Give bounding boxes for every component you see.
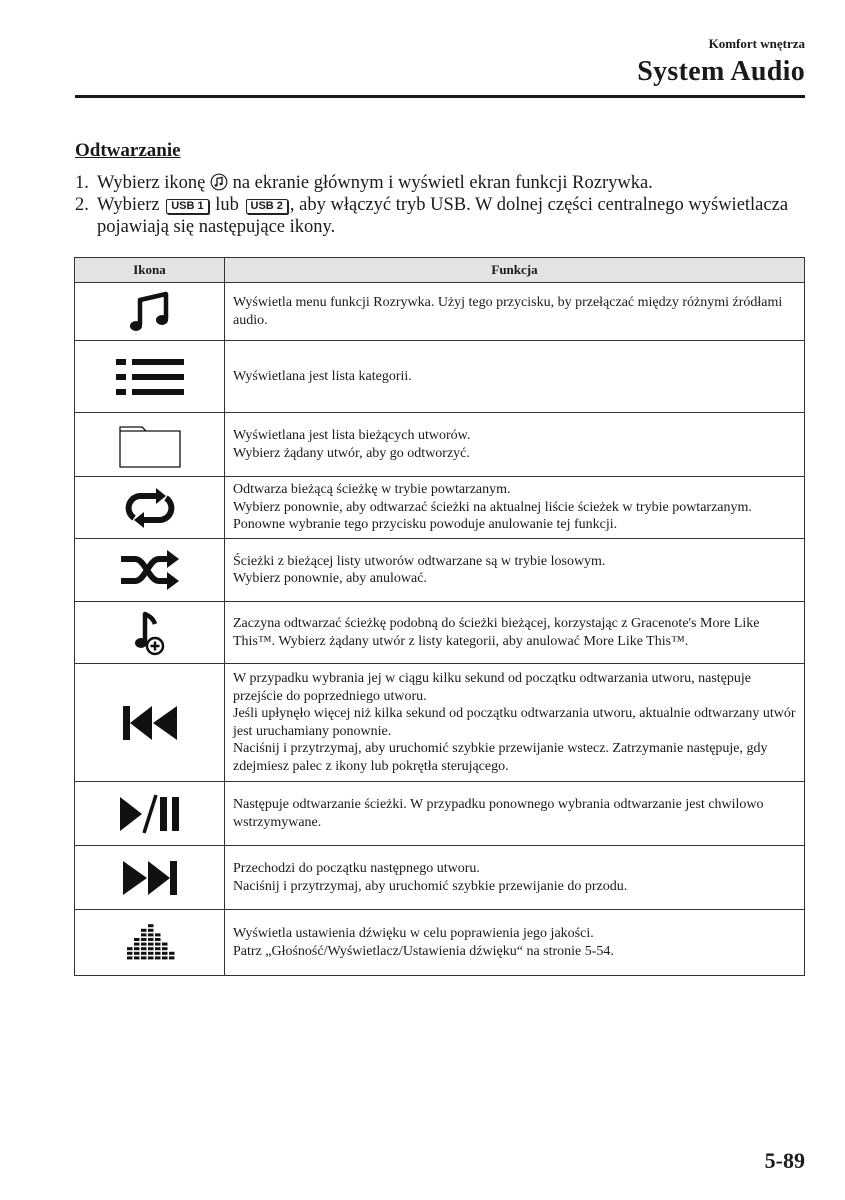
repeat-icon [75,488,224,528]
function-text: Wybierz ponownie, aby anulować. [233,571,427,586]
table-row [75,341,805,413]
table-row [75,413,805,477]
table-row [75,477,805,539]
step-text: lub [215,195,239,215]
function-text: Patrz „Głośność/Wyświetlacz/Ustawienia dźwięku“ na stronie 5-54. [233,943,614,959]
steps-list [75,172,805,238]
function-text: Zaczyna odtwarzać ścieżkę podobną do ścieżki bieżącej, korzystając z Gracenote's More Like This™. Wybierz żądany utwór z listy kategorii, aby anulować More Like This™. [233,616,760,649]
function-text: Jeśli upłynęło więcej niż kilka sekund od początku odtwarzania utworu, aktualnie odtwarzany utwór jest uruchamiany ponownie. [233,706,796,739]
step-number: 2. [75,195,89,215]
equalizer-icon [75,923,224,963]
table-row [75,602,805,664]
table-header-row [75,258,805,283]
function-text: Następuje odtwarzanie ścieżki. W przypadku ponownego wybrania odtwarzanie jest chwilowo wstrzymywane. [233,797,764,830]
step-text: , aby włączyć tryb USB. W dolnej części centralnego wyświetlacza pojawiają się następujące ikony. [97,195,789,237]
step-text: Wybierz [97,195,160,215]
function-text: Naciśnij i przytrzymaj, aby uruchomić szybkie przewijanie wstecz. Zatrzymanie następuje, gdy zdejmiesz palec z ikony lub pokrętła sterującego. [233,741,768,774]
section-label: Komfort wnętrza [708,36,805,51]
step-text: na ekranie głównym i wyświetl ekran funkcji Rozrywka. [232,173,653,193]
column-header-icon: Ikona [75,258,225,283]
function-text: Wyświetla ustawienia dźwięku w celu poprawienia jego jakości. [233,926,594,941]
function-text: Naciśnij i przytrzymaj, aby uruchomić szybkie przewijanie do przodu. [233,878,628,894]
play-pause-icon [75,793,224,835]
folder-icon [75,421,224,469]
shuffle-icon [75,549,224,591]
page-title: System Audio [637,56,805,87]
function-text: Przechodzi do początku następnego utworu. [233,861,480,876]
skip-back-icon [75,704,224,742]
step-number: 1. [75,173,89,193]
table-row [75,910,805,976]
usb1-button-icon: USB 1 [166,199,208,214]
function-text: Wyświetlana jest lista bieżących utworów. [233,428,471,443]
table-row [75,782,805,846]
step-1 [75,172,805,194]
column-header-function: Funkcja [225,258,805,283]
function-text: Ponowne wybranie tego przycisku powoduje anulowanie tej funkcji. [233,517,618,533]
function-text: Wybierz ponownie, aby odtwarzać ścieżki na aktualnej liście ścieżek w trybie powtarzanym. [233,499,752,515]
step-2 [75,194,805,238]
function-text: Odtwarza bieżącą ścieżkę w trybie powtarzanym. [233,482,511,498]
usb2-button-icon: USB 2 [246,199,288,214]
music-note-plus-icon [75,610,224,656]
function-text: Wyświetlana jest lista kategorii. [233,368,412,384]
section-heading: Odtwarzanie [75,140,181,161]
music-note-circle-icon [210,173,228,191]
music-note-icon [75,290,224,334]
function-text: Ścieżki z bieżącej listy utworów odtwarzane są w trybie losowym. [233,553,606,569]
list-icon [75,355,224,399]
step-text: Wybierz ikonę [97,173,206,193]
page-number: 5-89 [764,1148,805,1173]
table-row [75,283,805,341]
function-text: Wyświetla menu funkcji Rozrywka. Użyj tego przycisku, by przełączać między różnymi źródłami audio. [233,295,783,328]
table-row [75,539,805,602]
table-row [75,664,805,782]
function-text: W przypadku wybrania jej w ciągu kilku sekund od początku odtwarzania utworu, następuje przejście do poprzedniego utworu. [233,671,751,704]
table-row [75,846,805,910]
function-text: Wybierz żądany utwór, aby go odtworzyć. [233,445,470,461]
title-rule [75,95,805,98]
icon-function-table [74,257,805,976]
skip-forward-icon [75,859,224,897]
